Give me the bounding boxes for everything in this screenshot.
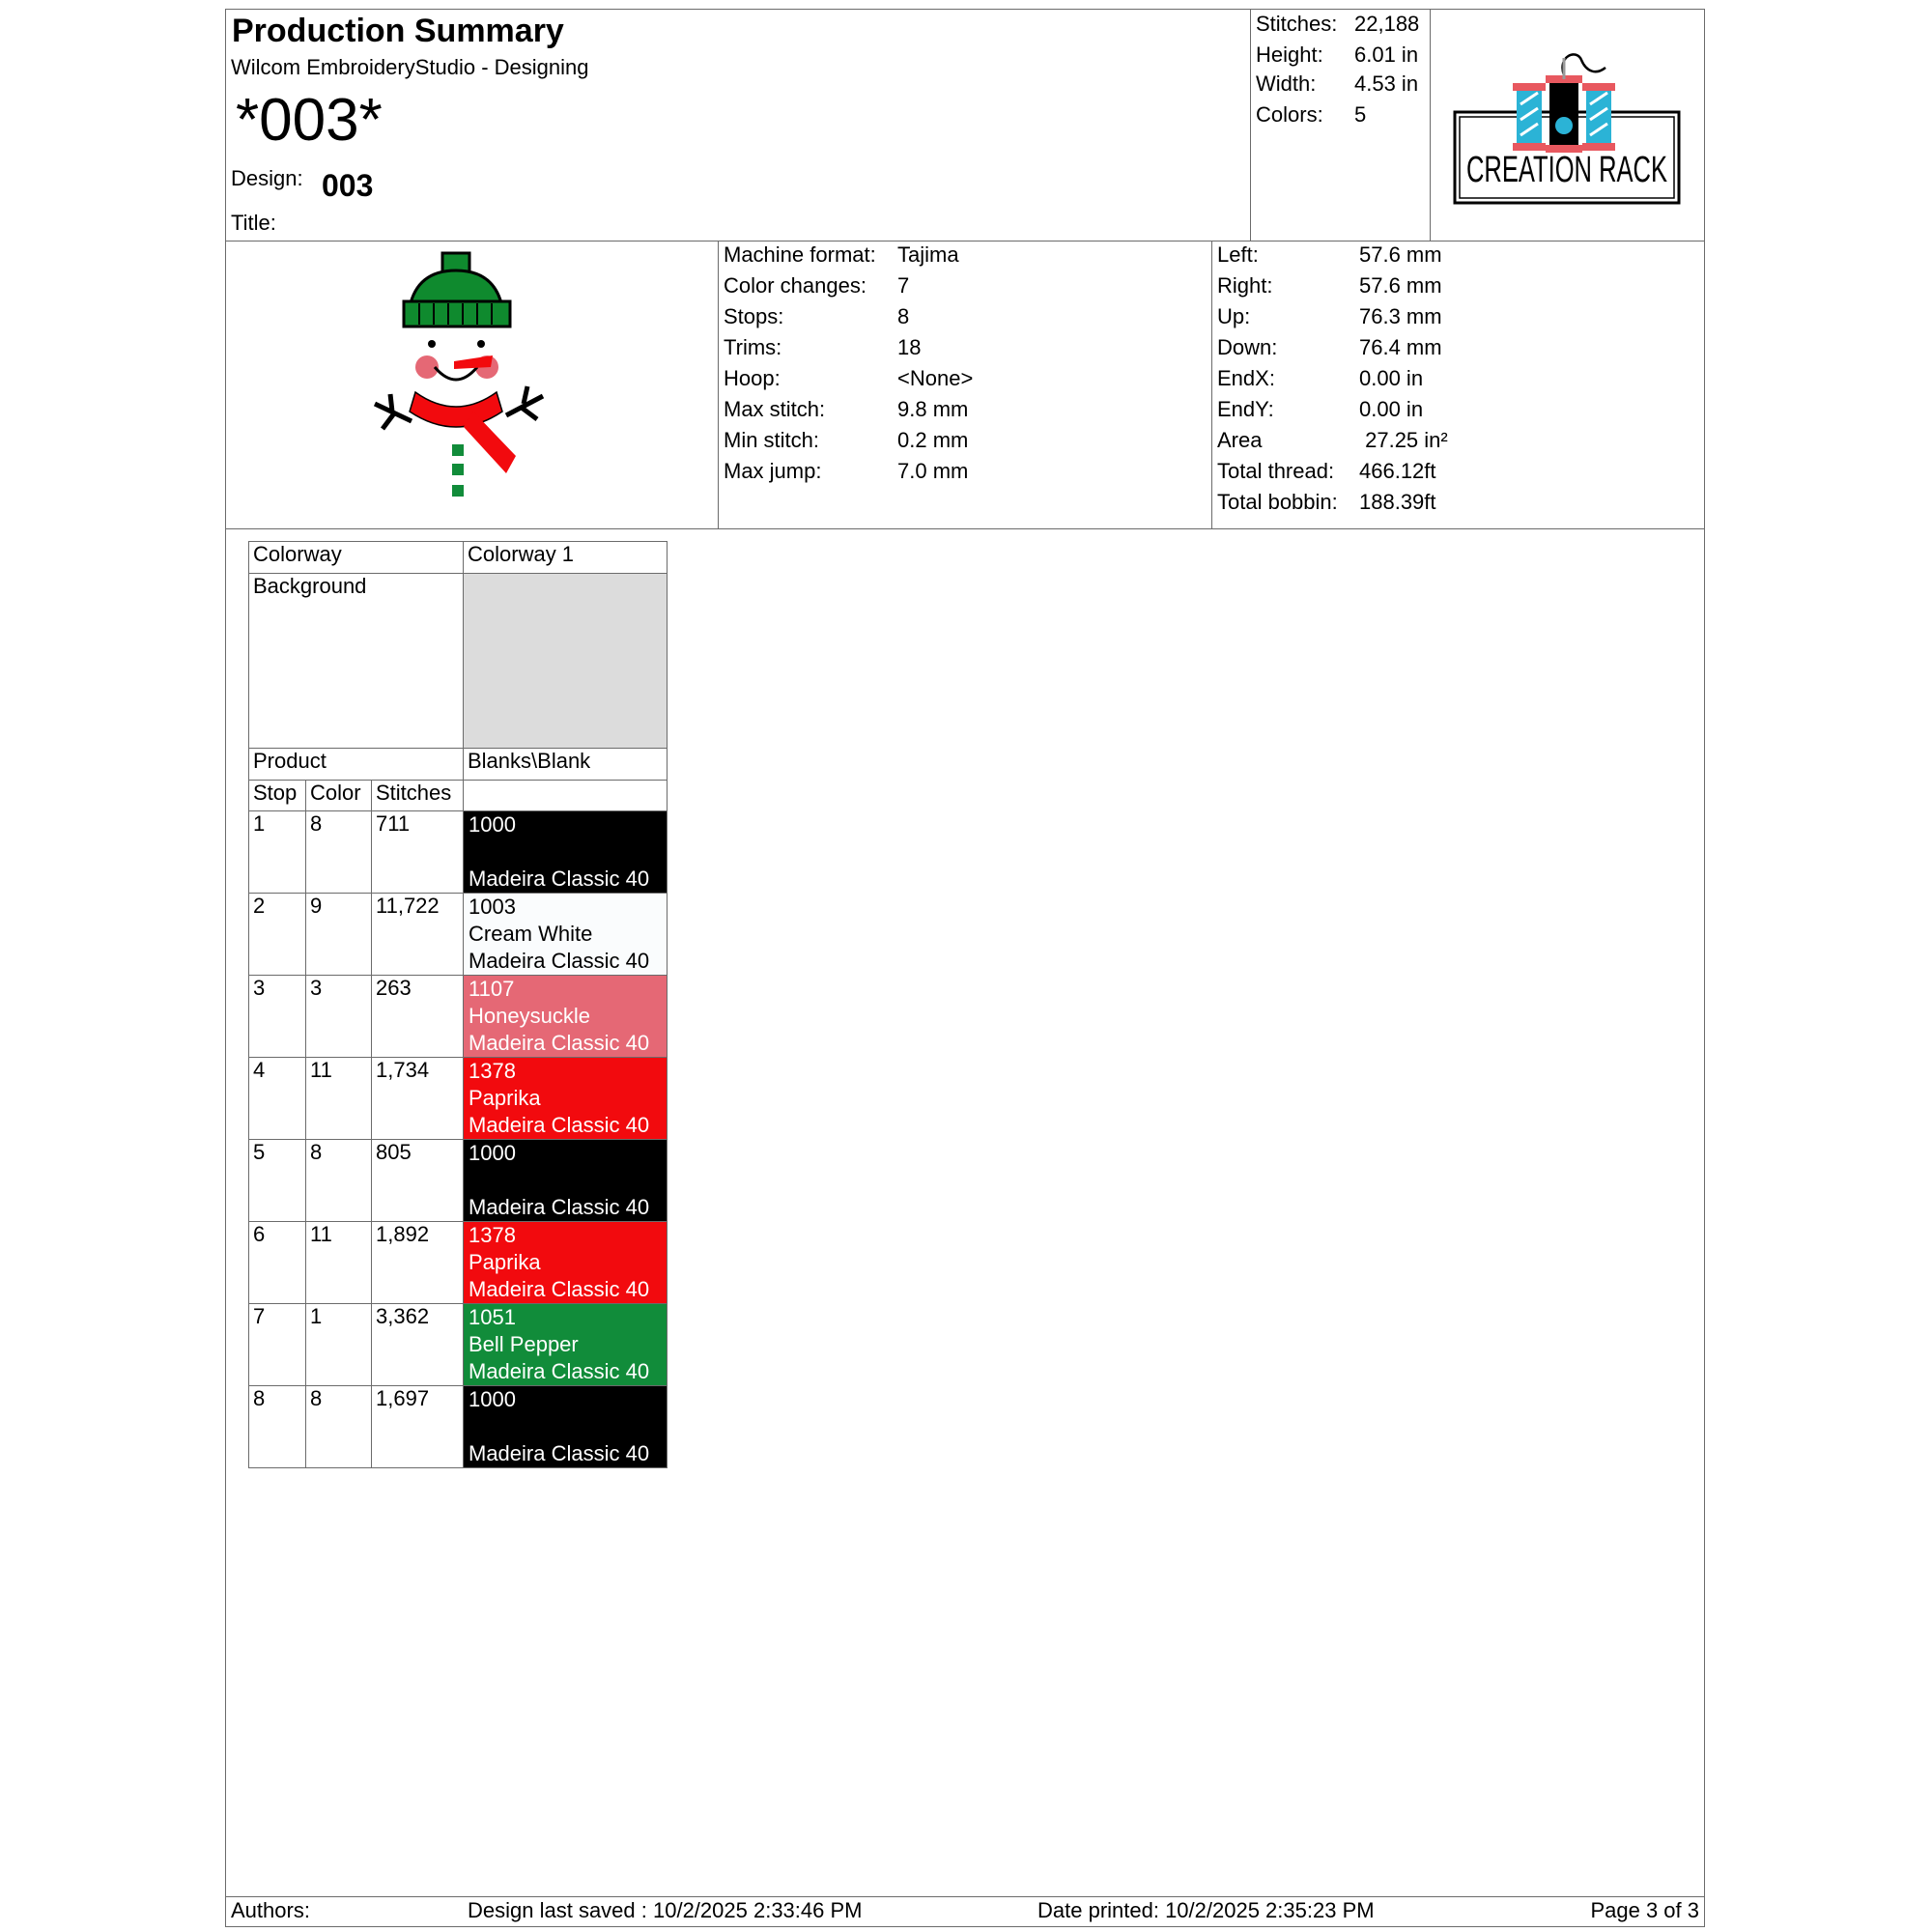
stitch-count: 263 bbox=[372, 976, 464, 1058]
machine-value: Tajima bbox=[897, 242, 959, 267]
last-saved: Design last saved : 10/2/2025 2:33:46 PM bbox=[468, 1898, 863, 1922]
color-number: 3 bbox=[306, 976, 372, 1058]
extent-label: Total thread: bbox=[1217, 459, 1335, 483]
design-value: 003 bbox=[322, 168, 374, 203]
colorway-label: Colorway bbox=[249, 542, 464, 574]
thread-swatch bbox=[464, 1140, 668, 1222]
thread-name: Bell Pepper bbox=[469, 1332, 579, 1356]
thread-brand: Madeira Classic 40 bbox=[469, 1441, 650, 1465]
thread-code: 1000 bbox=[469, 1387, 516, 1411]
extent-value: 0.00 in bbox=[1359, 397, 1424, 421]
thread-brand: Madeira Classic 40 bbox=[469, 1031, 650, 1055]
extent-label: Area bbox=[1217, 428, 1263, 452]
color-number: 1 bbox=[306, 1304, 372, 1386]
creation-rack-logo bbox=[1451, 46, 1683, 211]
column-header-stitches: Stitches bbox=[372, 781, 464, 811]
production-summary-page bbox=[225, 9, 1705, 1927]
background-row bbox=[249, 574, 668, 749]
stop-number: 1 bbox=[249, 811, 306, 894]
thread-code: 1051 bbox=[469, 1305, 516, 1329]
thread-swatch bbox=[464, 894, 668, 976]
divider bbox=[226, 241, 1704, 242]
machine-label: Hoop: bbox=[724, 366, 781, 390]
stop-row bbox=[249, 976, 668, 1058]
divider bbox=[718, 242, 719, 529]
color-number: 11 bbox=[306, 1222, 372, 1304]
app-subtitle: Wilcom EmbroideryStudio - Designing bbox=[231, 55, 589, 79]
extent-label: EndX: bbox=[1217, 366, 1275, 390]
divider bbox=[1250, 10, 1251, 242]
machine-value: 8 bbox=[897, 304, 910, 328]
stitch-count: 805 bbox=[372, 1140, 464, 1222]
date-printed: Date printed: 10/2/2025 2:35:23 PM bbox=[1037, 1898, 1375, 1922]
stop-row bbox=[249, 1140, 668, 1222]
machine-label: Machine format: bbox=[724, 242, 876, 267]
machine-label: Max jump: bbox=[724, 459, 822, 483]
thread-swatch bbox=[464, 1304, 668, 1386]
thread-swatch bbox=[464, 1222, 668, 1304]
snowman-icon bbox=[361, 249, 583, 510]
design-label: Design: bbox=[231, 166, 303, 190]
stat-label: Width: bbox=[1256, 71, 1317, 96]
divider bbox=[226, 528, 1704, 529]
divider bbox=[1430, 10, 1431, 242]
stat-value: 4.53 in bbox=[1354, 71, 1419, 96]
extent-label: Total bobbin: bbox=[1217, 490, 1338, 514]
thread-code: 1107 bbox=[469, 977, 515, 1001]
thread-brand: Madeira Classic 40 bbox=[469, 1195, 650, 1219]
stitch-count: 1,892 bbox=[372, 1222, 464, 1304]
extent-label: EndY: bbox=[1217, 397, 1274, 421]
thread-brand: Madeira Classic 40 bbox=[469, 1113, 650, 1137]
divider bbox=[1211, 242, 1212, 529]
stop-row bbox=[249, 1058, 668, 1140]
stat-label: Stitches: bbox=[1256, 12, 1338, 36]
background-label: Background bbox=[249, 574, 464, 749]
column-header-thread bbox=[464, 781, 668, 811]
svg-text:CREATION RACK: CREATION RACK bbox=[1466, 150, 1667, 190]
background-swatch bbox=[464, 574, 668, 749]
color-number: 8 bbox=[306, 1386, 372, 1468]
machine-value: 9.8 mm bbox=[897, 397, 969, 421]
thread-code: 1378 bbox=[469, 1223, 516, 1247]
page-number: Page 3 of 3 bbox=[1590, 1898, 1699, 1922]
stop-number: 7 bbox=[249, 1304, 306, 1386]
extent-value: 76.3 mm bbox=[1359, 304, 1442, 328]
machine-label: Max stitch: bbox=[724, 397, 826, 421]
thread-code: 1003 bbox=[469, 895, 516, 919]
divider bbox=[226, 1896, 1704, 1897]
stop-number: 3 bbox=[249, 976, 306, 1058]
extent-value: 27.25 in² bbox=[1359, 428, 1448, 452]
machine-value: 7.0 mm bbox=[897, 459, 969, 483]
extent-value: 76.4 mm bbox=[1359, 335, 1442, 359]
design-preview bbox=[361, 249, 583, 510]
extent-value: 57.6 mm bbox=[1359, 273, 1442, 298]
extent-value: 466.12ft bbox=[1359, 459, 1436, 483]
color-number: 8 bbox=[306, 811, 372, 894]
extent-label: Down: bbox=[1217, 335, 1278, 359]
product-value: Blanks\Blank bbox=[464, 749, 668, 781]
product-row bbox=[249, 749, 668, 781]
stop-number: 4 bbox=[249, 1058, 306, 1140]
product-label: Product bbox=[249, 749, 464, 781]
thread-brand: Madeira Classic 40 bbox=[469, 949, 650, 973]
thread-name: Paprika bbox=[469, 1250, 541, 1274]
thread-code: 1378 bbox=[469, 1059, 516, 1083]
stop-number: 5 bbox=[249, 1140, 306, 1222]
stitch-count: 3,362 bbox=[372, 1304, 464, 1386]
color-number: 11 bbox=[306, 1058, 372, 1140]
thread-brand: Madeira Classic 40 bbox=[469, 1359, 650, 1383]
extent-value: 57.6 mm bbox=[1359, 242, 1442, 267]
thread-name: Cream White bbox=[469, 922, 593, 946]
thread-brand: Madeira Classic 40 bbox=[469, 1277, 650, 1301]
column-header-row bbox=[249, 781, 668, 811]
machine-value: <None> bbox=[897, 366, 974, 390]
stop-number: 8 bbox=[249, 1386, 306, 1468]
stitch-count: 11,722 bbox=[372, 894, 464, 976]
thread-name: Honeysuckle bbox=[469, 1004, 590, 1028]
stat-value: 22,188 bbox=[1354, 12, 1420, 36]
colorway-table bbox=[248, 541, 668, 1468]
extent-label: Left: bbox=[1217, 242, 1259, 267]
page-title: Production Summary bbox=[232, 13, 564, 49]
column-header-stop: Stop bbox=[249, 781, 306, 811]
extent-label: Up: bbox=[1217, 304, 1251, 328]
colorway-value: Colorway 1 bbox=[464, 542, 668, 574]
stop-number: 2 bbox=[249, 894, 306, 976]
stop-row bbox=[249, 894, 668, 976]
thread-code: 1000 bbox=[469, 1141, 516, 1165]
machine-label: Trims: bbox=[724, 335, 782, 359]
stop-row bbox=[249, 1304, 668, 1386]
color-number: 9 bbox=[306, 894, 372, 976]
stitch-count: 1,734 bbox=[372, 1058, 464, 1140]
stat-label: Height: bbox=[1256, 43, 1323, 67]
stat-value: 5 bbox=[1354, 102, 1367, 127]
thread-swatch bbox=[464, 1386, 668, 1468]
machine-value: 7 bbox=[897, 273, 910, 298]
design-name-large: *003* bbox=[236, 87, 383, 154]
thread-swatch bbox=[464, 811, 668, 894]
title-label: Title: bbox=[231, 211, 276, 235]
stop-row bbox=[249, 1222, 668, 1304]
stop-row bbox=[249, 1386, 668, 1468]
stop-number: 6 bbox=[249, 1222, 306, 1304]
stitch-count: 711 bbox=[372, 811, 464, 894]
stop-row bbox=[249, 811, 668, 894]
stitch-count: 1,697 bbox=[372, 1386, 464, 1468]
machine-value: 0.2 mm bbox=[897, 428, 969, 452]
authors-label: Authors: bbox=[231, 1898, 310, 1922]
colorway-row bbox=[249, 542, 668, 574]
column-header-color: Color bbox=[306, 781, 372, 811]
extent-value: 188.39ft bbox=[1359, 490, 1436, 514]
machine-label: Stops: bbox=[724, 304, 784, 328]
thread-swatch bbox=[464, 976, 668, 1058]
spools-icon bbox=[1451, 46, 1683, 211]
thread-name: Paprika bbox=[469, 1086, 541, 1110]
extent-label: Right: bbox=[1217, 273, 1273, 298]
machine-label: Color changes: bbox=[724, 273, 867, 298]
machine-value: 18 bbox=[897, 335, 922, 359]
extent-value: 0.00 in bbox=[1359, 366, 1424, 390]
thread-brand: Madeira Classic 40 bbox=[469, 867, 650, 891]
machine-label: Min stitch: bbox=[724, 428, 820, 452]
color-number: 8 bbox=[306, 1140, 372, 1222]
stat-label: Colors: bbox=[1256, 102, 1323, 127]
stat-value: 6.01 in bbox=[1354, 43, 1419, 67]
thread-swatch bbox=[464, 1058, 668, 1140]
thread-code: 1000 bbox=[469, 812, 516, 837]
